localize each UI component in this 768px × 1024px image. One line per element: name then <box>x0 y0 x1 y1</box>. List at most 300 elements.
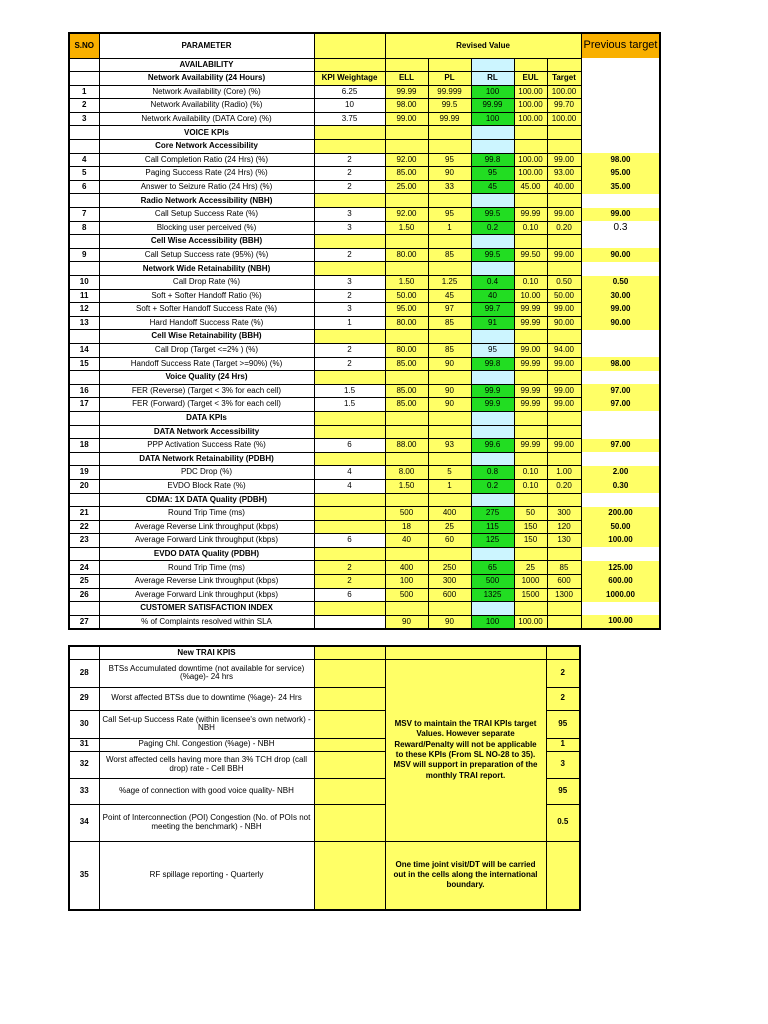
previous-target-cell: 90.00 <box>581 248 660 262</box>
section-title: Cell Wise Retainability (BBH) <box>99 330 314 344</box>
eul-cell: 150 <box>514 520 547 534</box>
sno-cell <box>69 330 99 344</box>
pl-cell: 99.999 <box>428 85 471 99</box>
sno-cell: 4 <box>69 153 99 167</box>
pl-cell <box>428 262 471 276</box>
previous-target-cell <box>581 85 660 99</box>
kpi-weightage-cell: 1.5 <box>314 398 385 412</box>
table-row <box>69 561 660 575</box>
kw-cell <box>314 371 385 385</box>
kw-cell <box>314 330 385 344</box>
section-title: VOICE KPIs <box>99 126 314 140</box>
pl-cell: 300 <box>428 575 471 589</box>
kpi-weightage-cell: 3 <box>314 208 385 222</box>
kpi-weightage-cell: 3 <box>314 276 385 290</box>
parameter-cell: Worst affected BTSs due to downtime (%age)- 24 Hrs <box>99 687 314 710</box>
pl-cell: 90 <box>428 384 471 398</box>
target-cell: 0.20 <box>547 479 581 493</box>
kpi-weightage-cell: 3 <box>314 303 385 317</box>
section-row <box>69 452 660 466</box>
blank-cell <box>314 738 385 751</box>
rl-cell: 95 <box>471 343 514 357</box>
parameter-cell: Call Completion Ratio (24 Hrs) (%) <box>99 153 314 167</box>
prev-cell <box>581 547 660 561</box>
kpi-weightage-cell: 2 <box>314 289 385 303</box>
kw-cell <box>314 425 385 439</box>
rl-cell: 125 <box>471 534 514 548</box>
eul-cell: 99.50 <box>514 248 547 262</box>
target-cell <box>547 615 581 629</box>
trai-value-cell: 95 <box>546 778 580 804</box>
previous-target-cell: 200.00 <box>581 507 660 521</box>
ell-cell <box>385 547 428 561</box>
table-row <box>69 221 660 235</box>
kw-cell <box>314 547 385 561</box>
header-sno: S.NO <box>69 33 99 58</box>
rl-cell <box>471 262 514 276</box>
kw-cell <box>314 411 385 425</box>
parameter-cell: FER (Forward) (Target < 3% for each cell) <box>99 398 314 412</box>
trai-value-cell: 1 <box>546 738 580 751</box>
section-row <box>69 72 660 86</box>
kpi-weightage-cell: 6 <box>314 534 385 548</box>
trai-value-cell <box>546 841 580 910</box>
rl-cell: 0.2 <box>471 221 514 235</box>
ell-cell: 85.00 <box>385 398 428 412</box>
ell-cell: 40 <box>385 534 428 548</box>
table-row <box>69 303 660 317</box>
ell-cell <box>385 371 428 385</box>
parameter-cell: Average Forward Link throughput (kbps) <box>99 534 314 548</box>
table-row <box>69 439 660 453</box>
section-title: Core Network Accessibility <box>99 140 314 154</box>
sno-cell <box>69 452 99 466</box>
eul-cell: 99.99 <box>514 316 547 330</box>
eul-cell <box>514 330 547 344</box>
rl-cell: 0.8 <box>471 466 514 480</box>
pl-cell <box>428 411 471 425</box>
eul-cell: 99.99 <box>514 208 547 222</box>
target-cell <box>547 262 581 276</box>
parameter-cell: Point of Interconnection (POI) Congestion (No. of POIs not meeting the benchmark) - NBH <box>99 804 314 841</box>
sno-cell <box>69 194 99 208</box>
trai-value-cell: 2 <box>546 659 580 687</box>
sno-cell: 28 <box>69 659 99 687</box>
ell-cell: 1.50 <box>385 276 428 290</box>
parameter-cell: Paging Success Rate (24 Hrs) (%) <box>99 167 314 181</box>
kpi-weightage-cell: 2 <box>314 575 385 589</box>
kw-cell <box>314 126 385 140</box>
previous-target-cell: 1000.00 <box>581 588 660 602</box>
pl-cell: 85 <box>428 316 471 330</box>
eul-cell <box>514 547 547 561</box>
rl-cell: 0.4 <box>471 276 514 290</box>
eul-cell: 0.10 <box>514 466 547 480</box>
ell-cell: 25.00 <box>385 180 428 194</box>
kpi-weightage-cell: 2 <box>314 248 385 262</box>
ell-cell <box>385 602 428 616</box>
rl-cell: 99.6 <box>471 439 514 453</box>
parameter-cell: Hard Handoff Success Rate (%) <box>99 316 314 330</box>
sno-cell: 15 <box>69 357 99 371</box>
sno-cell: 19 <box>69 466 99 480</box>
prev-cell <box>581 194 660 208</box>
eul-cell <box>514 425 547 439</box>
prev-cell <box>581 425 660 439</box>
pl-cell <box>428 452 471 466</box>
blank-cell <box>314 659 385 687</box>
ell-cell: 1.50 <box>385 221 428 235</box>
sno-cell <box>69 602 99 616</box>
prev-cell <box>581 72 660 86</box>
parameter-cell: Paging Chl. Congestion (%age) - NBH <box>99 738 314 751</box>
section-title: AVAILABILITY <box>99 58 314 72</box>
sno-cell: 23 <box>69 534 99 548</box>
pl-cell: 99.99 <box>428 112 471 126</box>
pl-cell <box>428 425 471 439</box>
target-cell: 40.00 <box>547 180 581 194</box>
rl-cell: 275 <box>471 507 514 521</box>
target-cell: 130 <box>547 534 581 548</box>
pl-cell <box>428 58 471 72</box>
ell-cell <box>385 411 428 425</box>
eul-cell <box>514 602 547 616</box>
rl-cell: 500 <box>471 575 514 589</box>
eul-cell <box>514 126 547 140</box>
ell-cell <box>385 126 428 140</box>
table-row <box>69 520 660 534</box>
ell-cell: 80.00 <box>385 248 428 262</box>
kw-cell <box>314 235 385 249</box>
eul-cell: 150 <box>514 534 547 548</box>
eul-cell <box>514 262 547 276</box>
previous-target-cell: 30.00 <box>581 289 660 303</box>
target-cell: 99.00 <box>547 439 581 453</box>
sno-cell: 7 <box>69 208 99 222</box>
ell-cell: 80.00 <box>385 316 428 330</box>
prev-cell <box>581 330 660 344</box>
rl-cell <box>471 371 514 385</box>
pl-cell: 93 <box>428 439 471 453</box>
previous-target-cell: 99.00 <box>581 303 660 317</box>
table-row <box>69 289 660 303</box>
pl-cell: 25 <box>428 520 471 534</box>
sno-cell: 30 <box>69 710 99 738</box>
eul-cell <box>514 194 547 208</box>
prev-cell <box>581 235 660 249</box>
sno-cell <box>69 126 99 140</box>
sno-cell: 3 <box>69 112 99 126</box>
eul-cell <box>514 371 547 385</box>
section-title: CUSTOMER SATISFACTION INDEX <box>99 602 314 616</box>
sno-cell <box>69 235 99 249</box>
previous-target-cell: 600.00 <box>581 575 660 589</box>
pl-cell <box>428 547 471 561</box>
parameter-cell: Round Trip Time (ms) <box>99 507 314 521</box>
blank-cell <box>546 646 580 659</box>
trai-value-cell: 0.5 <box>546 804 580 841</box>
section-title: Cell Wise Accessibility (BBH) <box>99 235 314 249</box>
pl-cell <box>428 194 471 208</box>
section-title: Network Wide Retainability (NBH) <box>99 262 314 276</box>
kpi-weightage-cell: 4 <box>314 479 385 493</box>
pl-cell: 90 <box>428 357 471 371</box>
target-cell <box>547 452 581 466</box>
pl-cell: 90 <box>428 615 471 629</box>
rl-cell: 95 <box>471 167 514 181</box>
eul-cell: 99.99 <box>514 439 547 453</box>
target-cell: 0.20 <box>547 221 581 235</box>
rl-cell: 99.5 <box>471 248 514 262</box>
kw-cell <box>314 493 385 507</box>
eul-cell: 99.99 <box>514 303 547 317</box>
pl-cell: 85 <box>428 248 471 262</box>
trai-kpi-table <box>68 645 581 911</box>
pl-cell: 5 <box>428 466 471 480</box>
kpi-weightage-cell: 10 <box>314 99 385 113</box>
rl-cell <box>471 140 514 154</box>
eul-cell: 1000 <box>514 575 547 589</box>
kpi-weightage-cell: 2 <box>314 167 385 181</box>
parameter-cell: RF spillage reporting - Quarterly <box>99 841 314 910</box>
rl-cell: 99.9 <box>471 384 514 398</box>
pl-cell: 250 <box>428 561 471 575</box>
spillage-note: One time joint visit/DT will be carried out in the cells along the international boundary. <box>385 841 546 910</box>
rl-cell: 99.8 <box>471 153 514 167</box>
ell-cell: 18 <box>385 520 428 534</box>
ell-cell: 100 <box>385 575 428 589</box>
kw-cell <box>314 262 385 276</box>
ell-cell: 85.00 <box>385 357 428 371</box>
previous-target-cell: 97.00 <box>581 398 660 412</box>
target-cell: 99.00 <box>547 208 581 222</box>
ell-cell: 400 <box>385 561 428 575</box>
target-cell: 93.00 <box>547 167 581 181</box>
rl-cell: 65 <box>471 561 514 575</box>
eul-cell <box>514 58 547 72</box>
ell-cell: 80.00 <box>385 343 428 357</box>
target-cell: 1300 <box>547 588 581 602</box>
pl-cell: 45 <box>428 289 471 303</box>
section-row <box>69 126 660 140</box>
eul-cell <box>514 140 547 154</box>
kw-cell <box>314 140 385 154</box>
target-cell: 99.00 <box>547 398 581 412</box>
col-rl: RL <box>471 72 514 86</box>
trai-value-cell: 3 <box>546 751 580 778</box>
sno-cell <box>69 262 99 276</box>
rl-cell: 45 <box>471 180 514 194</box>
rl-cell: 100 <box>471 112 514 126</box>
kpi-weightage-cell: 4 <box>314 466 385 480</box>
previous-target-cell <box>581 112 660 126</box>
kpi-weightage-cell: 3.75 <box>314 112 385 126</box>
previous-target-cell: 99.00 <box>581 208 660 222</box>
prev-cell <box>581 411 660 425</box>
pl-cell: 95 <box>428 208 471 222</box>
eul-cell: 99.99 <box>514 384 547 398</box>
pl-cell: 97 <box>428 303 471 317</box>
sno-cell <box>69 72 99 86</box>
parameter-cell: % of Complaints resolved within SLA <box>99 615 314 629</box>
parameter-cell: PPP Activation Success Rate (%) <box>99 439 314 453</box>
col-eul: EUL <box>514 72 547 86</box>
section-title: Radio Network Accessibility (NBH) <box>99 194 314 208</box>
rl-cell <box>471 126 514 140</box>
rl-cell <box>471 602 514 616</box>
parameter-cell: Soft + Softer Handoff Success Rate (%) <box>99 303 314 317</box>
table-row <box>69 659 580 687</box>
target-cell <box>547 547 581 561</box>
sno-cell: 35 <box>69 841 99 910</box>
target-cell: 0.50 <box>547 276 581 290</box>
trai-value-cell: 2 <box>546 687 580 710</box>
pl-cell <box>428 126 471 140</box>
rl-cell: 99.99 <box>471 99 514 113</box>
kpi-weightage-cell: 3 <box>314 221 385 235</box>
eul-cell: 0.10 <box>514 276 547 290</box>
blank-cell <box>314 710 385 738</box>
parameter-cell: PDC Drop (%) <box>99 466 314 480</box>
pl-cell: 85 <box>428 343 471 357</box>
rl-cell: 99.8 <box>471 357 514 371</box>
sno-cell: 14 <box>69 343 99 357</box>
pl-cell: 90 <box>428 167 471 181</box>
previous-target-cell: 100.00 <box>581 615 660 629</box>
target-cell <box>547 330 581 344</box>
parameter-cell: Network Availability (DATA Core) (%) <box>99 112 314 126</box>
sno-cell: 29 <box>69 687 99 710</box>
table-row <box>69 276 660 290</box>
previous-target-cell: 98.00 <box>581 357 660 371</box>
ell-cell: 90 <box>385 615 428 629</box>
sno-cell: 34 <box>69 804 99 841</box>
rl-cell <box>471 425 514 439</box>
section-row <box>69 140 660 154</box>
section-row <box>69 411 660 425</box>
rl-cell: 91 <box>471 316 514 330</box>
ell-cell: 99.99 <box>385 85 428 99</box>
rl-cell <box>471 452 514 466</box>
target-cell <box>547 194 581 208</box>
target-cell <box>547 493 581 507</box>
eul-cell: 100.00 <box>514 615 547 629</box>
kpi-weightage-cell: 2 <box>314 180 385 194</box>
parameter-cell: Average Reverse Link throughput (kbps) <box>99 520 314 534</box>
header-parameter: PARAMETER <box>99 33 314 58</box>
ell-cell: 92.00 <box>385 208 428 222</box>
rl-cell: 1325 <box>471 588 514 602</box>
rl-cell: 100 <box>471 85 514 99</box>
msv-note: MSV to maintain the TRAI KPIs target Values. However separate Reward/Penalty will not be applicable to these KPIs (From SL NO-28 to 35). MSV will support in preparation of the monthly TRAI report. <box>385 659 546 841</box>
pl-cell <box>428 235 471 249</box>
sno-cell <box>69 425 99 439</box>
eul-cell <box>514 411 547 425</box>
table-row <box>69 479 660 493</box>
pl-cell: 99.5 <box>428 99 471 113</box>
target-cell <box>547 371 581 385</box>
pl-cell <box>428 493 471 507</box>
target-cell: 100.00 <box>547 112 581 126</box>
table-row <box>69 248 660 262</box>
ell-cell: 95.00 <box>385 303 428 317</box>
rl-cell <box>471 330 514 344</box>
col-target: Target <box>547 72 581 86</box>
sno-cell: 13 <box>69 316 99 330</box>
sno-cell: 24 <box>69 561 99 575</box>
target-cell <box>547 235 581 249</box>
parameter-cell: Call Setup Success rate (95%) (%) <box>99 248 314 262</box>
parameter-cell: Network Availability (Radio) (%) <box>99 99 314 113</box>
section-title: DATA KPIs <box>99 411 314 425</box>
rl-cell <box>471 235 514 249</box>
table-row <box>69 507 660 521</box>
header-previous-target: Previous target <box>581 33 660 58</box>
sno-cell: 12 <box>69 303 99 317</box>
previous-target-cell: 98.00 <box>581 153 660 167</box>
target-cell: 85 <box>547 561 581 575</box>
section-title: DATA Network Retainability (PDBH) <box>99 452 314 466</box>
kpi-weightage-cell: 6.25 <box>314 85 385 99</box>
ell-cell <box>385 330 428 344</box>
eul-cell: 100.00 <box>514 167 547 181</box>
previous-target-cell: 2.00 <box>581 466 660 480</box>
kpi-weightage-cell: 2 <box>314 561 385 575</box>
prev-cell <box>581 58 660 72</box>
target-cell: 90.00 <box>547 316 581 330</box>
section-title: DATA Network Accessibility <box>99 425 314 439</box>
ell-cell: 1.50 <box>385 479 428 493</box>
header-revised-value: Revised Value <box>385 33 581 58</box>
rl-cell <box>471 194 514 208</box>
section-title: EVDO DATA Quality (PDBH) <box>99 547 314 561</box>
blank-cell <box>314 778 385 804</box>
table-row <box>69 99 660 113</box>
sno-cell: 16 <box>69 384 99 398</box>
table-row <box>69 398 660 412</box>
table-row <box>69 180 660 194</box>
table-row <box>69 466 660 480</box>
table-row <box>69 85 660 99</box>
prev-cell <box>581 371 660 385</box>
kpi-weightage-cell <box>314 615 385 629</box>
col-ell: ELL <box>385 72 428 86</box>
table-row <box>69 167 660 181</box>
target-cell: 99.00 <box>547 303 581 317</box>
target-cell: 94.00 <box>547 343 581 357</box>
parameter-cell: Worst affected cells having more than 3% TCH drop (call drop) rate - Cell BBH <box>99 751 314 778</box>
target-cell: 99.00 <box>547 153 581 167</box>
target-cell: 50.00 <box>547 289 581 303</box>
target-cell: 99.70 <box>547 99 581 113</box>
eul-cell: 0.10 <box>514 221 547 235</box>
blank-cell <box>314 687 385 710</box>
blank-cell <box>314 841 385 910</box>
eul-cell <box>514 493 547 507</box>
sno-cell: 5 <box>69 167 99 181</box>
rl-cell: 0.2 <box>471 479 514 493</box>
sno-cell: 20 <box>69 479 99 493</box>
sno-cell: 26 <box>69 588 99 602</box>
eul-cell: 45.00 <box>514 180 547 194</box>
section-title: Network Availability (24 Hours) <box>99 72 314 86</box>
rl-cell <box>471 411 514 425</box>
table-row <box>69 343 660 357</box>
table-row <box>69 357 660 371</box>
eul-cell <box>514 452 547 466</box>
sno-cell: 9 <box>69 248 99 262</box>
table-row <box>69 615 660 629</box>
